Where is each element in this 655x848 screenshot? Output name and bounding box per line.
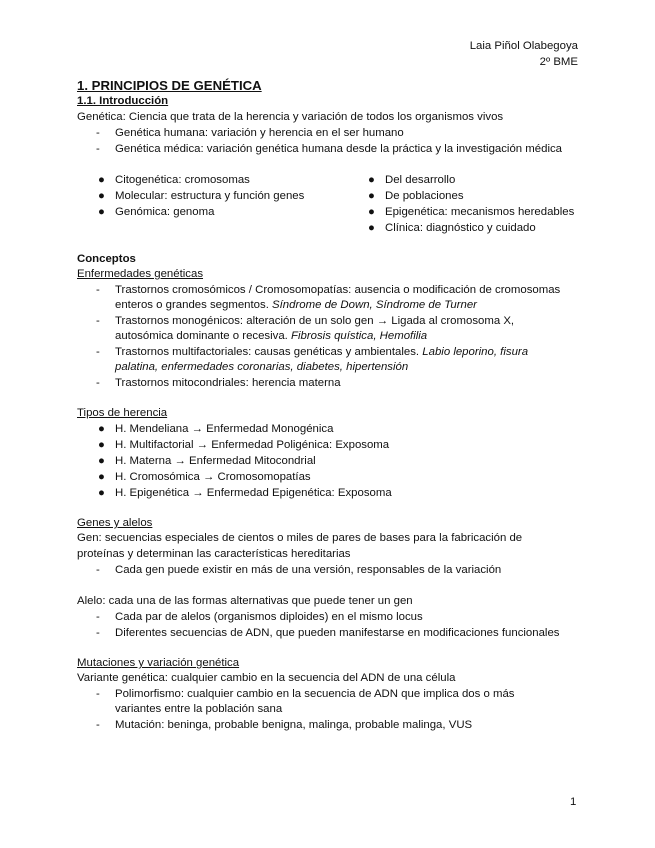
bullet-item: De poblaciones <box>385 190 464 202</box>
section-title: 1. PRINCIPIOS DE GENÉTICA <box>77 78 262 93</box>
allele-definition: Alelo: cada una de las formas alternativas que puede tener un gen <box>77 595 413 607</box>
inheritance-item: H. Epigenética → Enfermedad Epigenética: Exposoma <box>115 487 392 499</box>
mutation-item-cont: variantes entre la población sana <box>115 703 283 715</box>
allele-item: Diferentes secuencias de ADN, que pueden manifestarse en modificaciones funcionales <box>115 627 560 639</box>
dash-marker: - <box>96 127 100 139</box>
gene-item: Cada gen puede existir en más de una versión, responsables de la variación <box>115 564 502 576</box>
bullet-marker: ● <box>368 222 375 234</box>
bullet-item: Epigenética: mecanismos heredables <box>385 206 575 218</box>
bullet-marker: ● <box>368 190 375 202</box>
bullet-item: Citogenética: cromosomas <box>115 174 250 186</box>
subsection-title: 1.1. Introducción <box>77 95 169 107</box>
bullet-marker: ● <box>98 174 105 186</box>
bullet-item: Genómica: genoma <box>115 206 215 218</box>
mutation-item: Polimorfismo: cualquier cambio en la secuencia de ADN que implica dos o más <box>115 688 515 700</box>
disease-item-cont: autosómica dominante o recesiva. Fibrosis quística, Hemofilia <box>115 330 428 342</box>
course-label: 2º BME <box>539 56 578 68</box>
mutation-item: Mutación: beninga, probable benigna, malinga, probable malinga, VUS <box>115 719 473 731</box>
disease-item: Trastornos multifactoriales: causas genéticas y ambientales. Labio leporino, fisura <box>115 346 529 358</box>
dash-marker: - <box>96 564 100 576</box>
bullet-marker: ● <box>98 487 105 499</box>
mutation-definition: Variante genética: cualquier cambio en la secuencia del ADN de una célula <box>77 672 456 684</box>
bullet-marker: ● <box>98 190 105 202</box>
inheritance-heading: Tipos de herencia <box>77 407 168 419</box>
dash-marker: - <box>96 627 100 639</box>
dash-marker: - <box>96 719 100 731</box>
concepts-heading: Conceptos <box>77 253 136 265</box>
gene-definition-cont: proteínas y determinan las características hereditarias <box>77 548 351 560</box>
mutations-heading: Mutaciones y variación genética <box>77 657 240 669</box>
inheritance-item: H. Multifactorial → Enfermedad Poligénica: Exposoma <box>115 439 390 451</box>
disease-item-cont: enteros o grandes segmentos. Síndrome de Down, Síndrome de Turner <box>115 299 477 311</box>
bullet-marker: ● <box>98 455 105 467</box>
diseases-heading: Enfermedades genéticas <box>77 268 204 280</box>
bullet-marker: ● <box>98 423 105 435</box>
dash-marker: - <box>96 377 100 389</box>
gene-definition: Gen: secuencias especiales de cientos o miles de pares de bases para la fabricación de <box>77 532 523 544</box>
bullet-marker: ● <box>368 206 375 218</box>
genes-heading: Genes y alelos <box>77 517 153 529</box>
bullet-item: Molecular: estructura y función genes <box>115 190 305 202</box>
genetics-definition: Genética: Ciencia que trata de la herencia y variación de todos los organismos vivos <box>77 111 504 123</box>
bullet-marker: ● <box>98 471 105 483</box>
dash-marker: - <box>96 611 100 623</box>
disease-item-cont: palatina, enfermedades coronarias, diabetes, hipertensión <box>115 361 409 373</box>
page-number: 1 <box>570 796 577 808</box>
dash-item: Genética médica: variación genética humana desde la práctica y la investigación médica <box>115 143 563 155</box>
disease-item: Trastornos cromosómicos / Cromosomopatías: ausencia o modificación de cromosomas <box>115 284 561 296</box>
inheritance-item: H. Materna → Enfermedad Mitocondrial <box>115 455 316 467</box>
disease-item: Trastornos monogénicos: alteración de un solo gen → Ligada al cromosoma X, <box>115 315 515 327</box>
inheritance-item: H. Mendeliana → Enfermedad Monogénica <box>115 423 334 435</box>
bullet-item: Del desarrollo <box>385 174 456 186</box>
dash-marker: - <box>96 315 100 327</box>
bullet-marker: ● <box>98 206 105 218</box>
dash-marker: - <box>96 688 100 700</box>
allele-item: Cada par de alelos (organismos diploides) en el mismo locus <box>115 611 423 623</box>
bullet-marker: ● <box>368 174 375 186</box>
dash-marker: - <box>96 143 100 155</box>
bullet-item: Clínica: diagnóstico y cuidado <box>385 222 536 234</box>
dash-marker: - <box>96 284 100 296</box>
bullet-marker: ● <box>98 439 105 451</box>
disease-item: Trastornos mitocondriales: herencia materna <box>115 377 341 389</box>
author-name: Laia Piñol Olabegoya <box>469 40 578 52</box>
inheritance-item: H. Cromosómica → Cromosomopatías <box>115 471 311 483</box>
dash-item: Genética humana: variación y herencia en el ser humano <box>115 127 404 139</box>
dash-marker: - <box>96 346 100 358</box>
